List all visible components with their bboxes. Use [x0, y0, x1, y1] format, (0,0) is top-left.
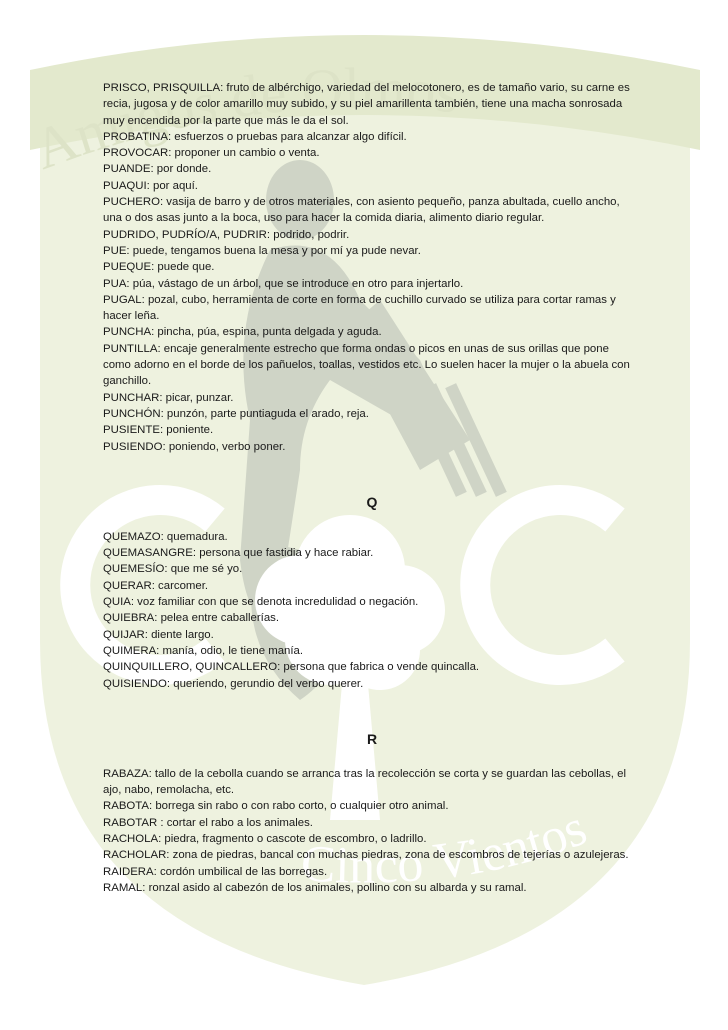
entry: PUNCHÓN: punzón, parte puntiaguda el arado, reja. [103, 407, 369, 420]
section-q [103, 529, 633, 692]
entry: PRISCO, PRISQUILLA: fruto de albérchigo, variedad del melocotonero, es de tamaño vario, su carne es recia, jugosa y de color amarillo muy subido, y su piel amarillenta también, tiene una macha sonrosada muy encendida por la parte que más le da el sol. [103, 82, 630, 127]
section-p [103, 80, 633, 455]
entry: QUERAR: carcomer. [103, 579, 209, 592]
entry: QUEMAZO: quemadura. [103, 530, 228, 543]
entry: PUSIENTE: poniente. [103, 424, 214, 437]
entry: QUEMESÍO: que me sé yo. [103, 563, 243, 576]
entry: RABAZA: tallo de la cebolla cuando se arranca tras la recolección se corta y se guardan las cebollas, el ajo, nabo, remolacha, etc. [103, 767, 626, 797]
watermark-text-bottom: Cinco Vientos [299, 799, 595, 895]
entry: PUEQUE: puede que. [103, 261, 215, 274]
entry: QUIMERA: manía, odio, le tiene manía. [103, 644, 304, 657]
watermark-text-top: Amigos de Olmos [24, 55, 462, 182]
entry: PUCHERO: vasija de barro y de otros materiales, con asiento pequeño, panza abultada, cuello ancho, una o dos asas junto a la boca, uso para hacer la comida diaria, alimento diario regular. [103, 196, 620, 225]
section-heading-r: R [366, 730, 378, 747]
entry: QUIJAR: diente largo. [103, 628, 214, 641]
entry: PROVOCAR: proponer un cambio o venta. [103, 147, 320, 160]
entry: RABOTAR : cortar el rabo a los animales. [103, 816, 313, 829]
entry: QUINQUILLERO, QUINCALLERO: persona que fabrica o vende quincalla. [103, 661, 480, 674]
entry: PUAQUI: por aquí. [103, 179, 198, 192]
entry: PUE: puede, tengamos buena la mesa y por mí ya pude nevar. [103, 244, 421, 257]
entry: QUIA: voz familiar con que se denota incredulidad o negación. [103, 596, 419, 609]
entry: QUIEBRA: pelea entre caballerías. [103, 612, 280, 625]
entry: PUNCHA: pincha, púa, espina, punta delgada y aguda. [103, 326, 382, 339]
entry: PUDRIDO, PUDRÍO/A, PUDRIR: podrido, podrir. [103, 228, 350, 241]
section-r [103, 766, 633, 896]
entry: PUSIENDO: poniendo, verbo poner. [103, 440, 286, 453]
entry: QUISIENDO: queriendo, gerundio del verbo querer. [103, 677, 364, 690]
entry: PUA: púa, vástago de un árbol, que se introduce en otro para injertarlo. [103, 277, 464, 290]
entry: PUNCHAR: picar, punzar. [103, 391, 234, 404]
entry: RACHOLAR: zona de piedras, bancal con muchas piedras, zona de escombros de tejerías o azulejeras. [103, 849, 629, 862]
entry: PUGAL: pozal, cubo, herramienta de corte en forma de cuchillo curvado se utiliza para cortar ramas y hacer leña. [103, 293, 616, 323]
entry: QUEMASANGRE: persona que fastidia y hace rabiar. [103, 547, 374, 560]
entry: RAMAL: ronzal asido al cabezón de los animales, pollino con su albarda y su ramal. [103, 881, 527, 894]
entry: RAIDERA: cordón umbilical de las borregas. [103, 865, 328, 878]
entry: RABOTA: borrega sin rabo o con rabo corto, o cualquier otro animal. [103, 800, 449, 813]
entry: RACHOLA: piedra, fragmento o cascote de escombro, o ladrillo. [103, 832, 427, 845]
section-heading-q: Q [366, 493, 378, 510]
entry: PROBATINA: esfuerzos o pruebas para alcanzar algo difícil. [103, 130, 407, 143]
document-body [103, 80, 633, 896]
entry: PUANDE: por donde. [103, 163, 212, 176]
entry: PUNTILLA: encaje generalmente estrecho que forma ondas o picos en unas de sus orillas que pone como adorno en el borde de los pañuelos, toallas, vestidos etc. Lo suelen hacer la mujer o la abuela con ganchillo. [103, 342, 630, 388]
